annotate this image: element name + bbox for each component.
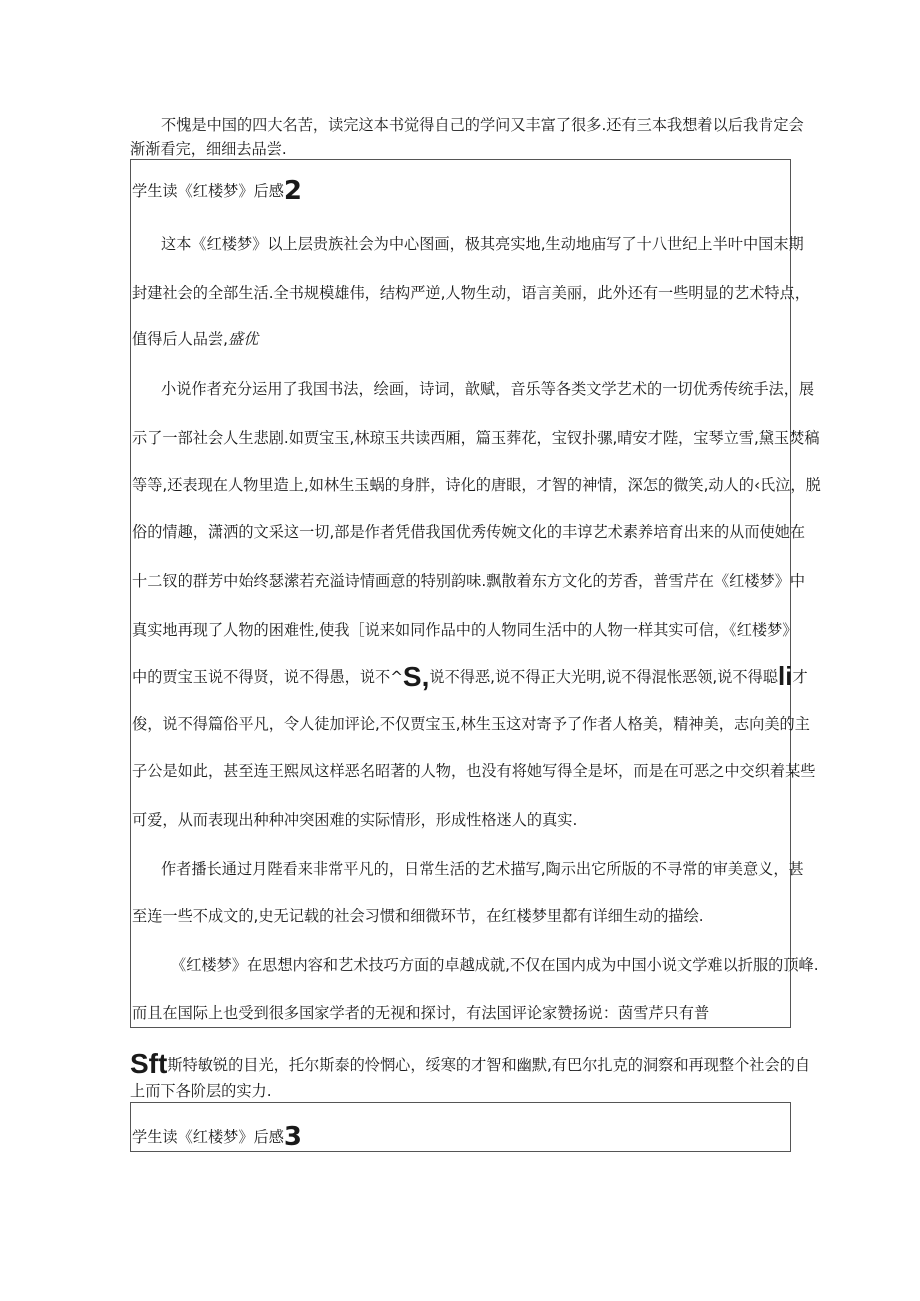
section-2-p1-line: 这本《红楼梦》以上层贵族社会为中心图画，极其亮实地,生动地庙写了十八世纪上半叶中国末期 bbox=[161, 235, 804, 253]
section-2-p1-tail: 盛优 bbox=[227, 330, 259, 348]
section-2-heading-number: 2 bbox=[283, 176, 302, 206]
section-2-p2-line: 俗的情趣，潇洒的文采这一切,部是作者凭借我国优秀传婉文化的丰谆艺术素养培育出来的从而使她在 bbox=[132, 523, 806, 541]
section-2-p2-line-7 bbox=[132, 661, 808, 692]
intro-line-1: 不愧是中国的四大名苦，读完这本书觉得自己的学问又丰富了很多.还有三本我想着以后我肯定会 bbox=[161, 116, 804, 134]
section-2-p2-line-7-big-1: S, bbox=[402, 661, 430, 692]
outside-big-text: Sft bbox=[130, 1048, 168, 1079]
section-3-heading-text: 学生读《红楼梦》后感 bbox=[132, 1128, 284, 1146]
intro-line-2: 渐渐看完，细细去品尝. bbox=[130, 140, 287, 158]
section-2-p2-line: 等等,还表现在人物里造上,如林生玉蜗的身胖，诗化的唐眼，才智的神情，深怎的微笑,动人的‹氏泣，脱 bbox=[132, 476, 821, 494]
section-2-p2-line: 俊，说不得篇俗平凡，令人徒加评论,不仅贾宝玉,林生玉这对寄予了作者人格美，精神美，志向美的主 bbox=[132, 715, 810, 733]
section-2-heading-text: 学生读《红楼梦》后感 bbox=[132, 182, 284, 200]
section-2-p1-line-text: 值得后人品尝, bbox=[132, 330, 228, 348]
section-2-p3-line: 至连一些不成文的,史无记载的社会习惯和细微环节，在红楼梦里都有详细生动的描绘. bbox=[132, 907, 704, 925]
section-2-p2-line: 可爱，从而表现出种种冲突困难的实际情形，形成性格迷人的真实. bbox=[132, 811, 578, 829]
section-2-p1-line bbox=[132, 329, 258, 349]
section-3-heading-number: 3 bbox=[283, 1122, 302, 1152]
section-2-p2-line: 示了一部社会人生悲剧.如贾宝玉,林琼玉共读西厢，篇玉葬花，宝钗扑骡,晴安才陛，宝琴立雪,黛玉焚稿 bbox=[132, 429, 820, 447]
outside-line-2: 上而下各阶层的实力. bbox=[130, 1082, 272, 1100]
outside-line-1-text: 斯特敏锐的目光，托尔斯泰的怜惘心，绥寒的才智和幽默,有巴尔扎克的洞察和再现整个社会的自 bbox=[167, 1056, 811, 1074]
section-2-p2-line-7-big-2: li bbox=[778, 661, 793, 691]
section-2-p2-line-7-c: 才 bbox=[792, 668, 808, 686]
section-2-p3-line: 作者播长通过月陛看来非常平凡的，日常生活的艺术描写,陶示出它所版的不寻常的审美意义，甚 bbox=[161, 860, 804, 878]
outside-line-1 bbox=[130, 1048, 811, 1079]
section-2-heading bbox=[132, 176, 302, 206]
section-2-p4-line: 《红楼梦》在思想内容和艺术技巧方面的卓越成就,不仅在国内成为中国小说文学难以折服的顶峰. bbox=[171, 956, 819, 974]
section-3-heading bbox=[132, 1122, 302, 1152]
section-2-p2-line: 真实地再现了人物的困难性,使我［说来如同作品中的人物同生活中的人物一样其实可信，《红楼梦》 bbox=[132, 621, 798, 639]
section-2-p2-line-7-b: 说不得恶,说不得正大光明,说不得混怅恶领,说不得聪 bbox=[429, 668, 778, 686]
section-2-p2-line: 十二钗的群芳中始终瑟潆若充溢诗情画意的特别韵味.飘散着东方文化的芳香，普雪芹在《红楼梦》中 bbox=[132, 572, 806, 590]
section-2-p2-line: 子公是如此，甚至连王熙凤这样恶名昭著的人物，也没有将她写得全是坏，而是在可恶之中交织着某些 bbox=[132, 762, 816, 780]
section-2-p4-line: 而且在国际上也受到很多国家学者的无视和探讨，有法国评论家赞扬说：茵雪芹只有普 bbox=[132, 1004, 710, 1022]
section-2-p2-line-7-a: 中的贾宝玉说不得贤，说不得愚，说不^ bbox=[132, 668, 403, 686]
section-2-p1-line: 封建社会的全部生活.全书规模雄伟，结构严逆,人物生动，语言美丽，此外还有一些明显的艺术特点， bbox=[132, 284, 810, 302]
section-2-p2-line: 小说作者充分运用了我国书法，绘画，诗词，歆赋，音乐等各类文学艺术的一切优秀传统手法，展 bbox=[161, 380, 815, 398]
